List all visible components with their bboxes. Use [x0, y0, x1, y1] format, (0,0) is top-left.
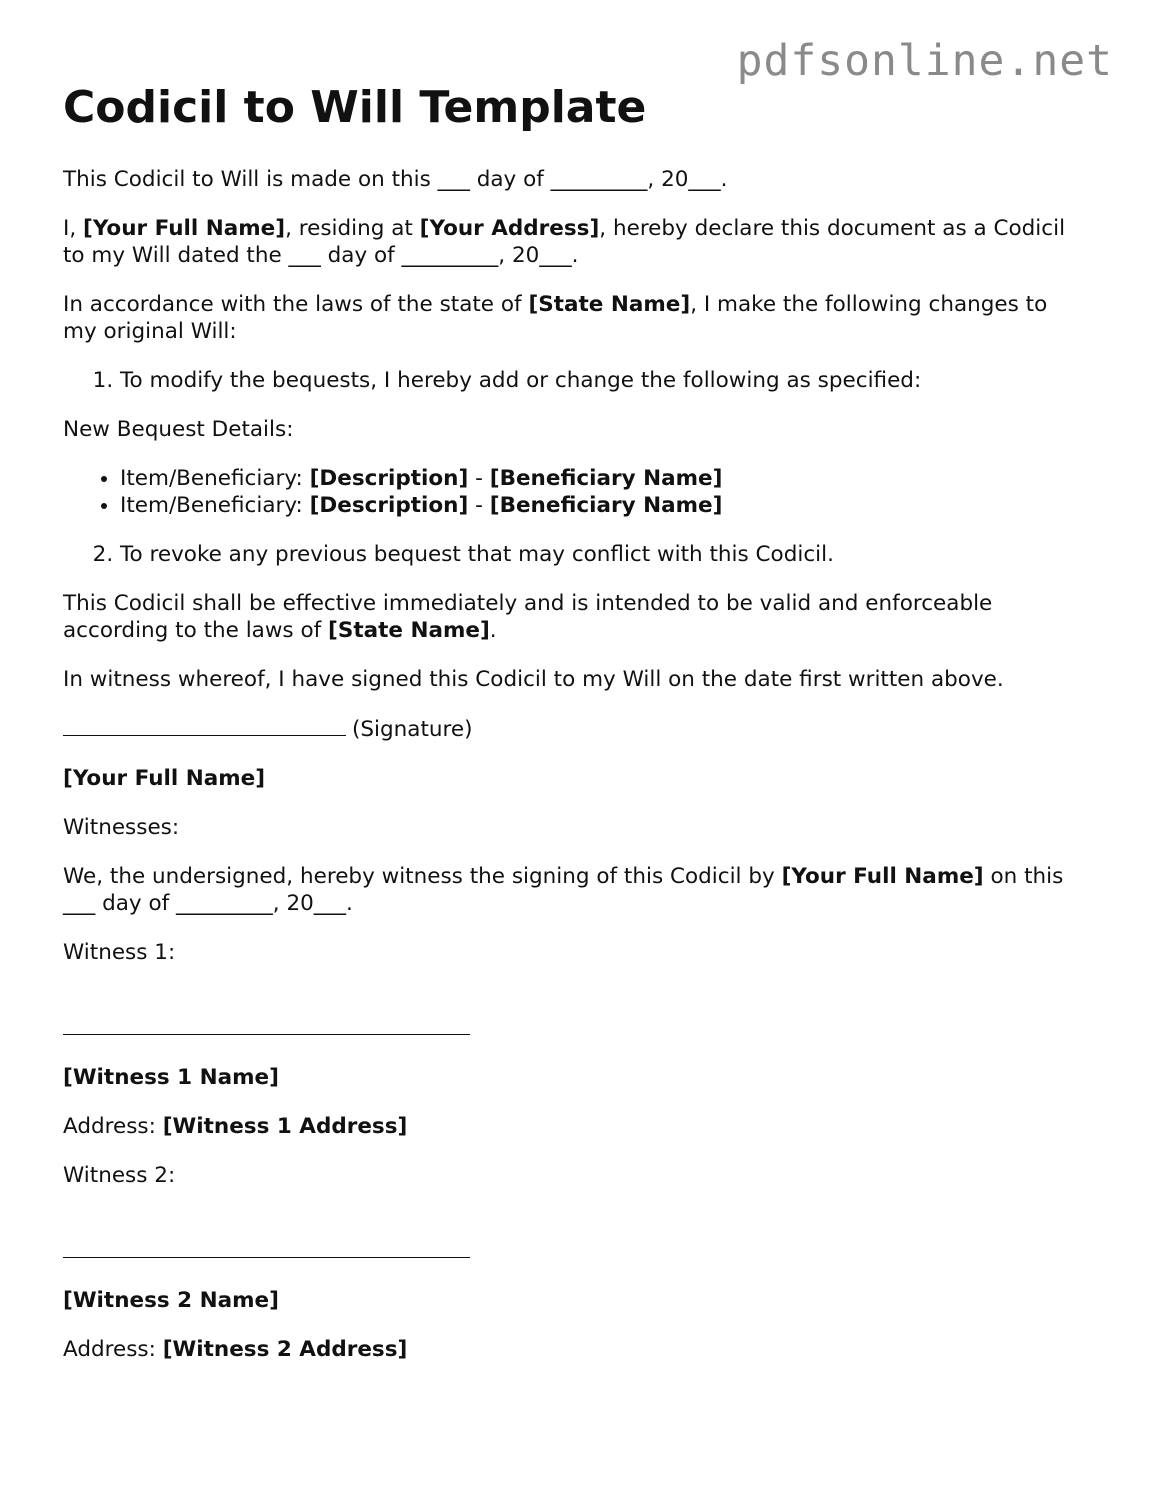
witness2-signature-line[interactable]	[63, 1237, 470, 1258]
bequest-beneficiary: [Beneficiary Name]	[489, 493, 723, 518]
declaration-address: [Your Address]	[419, 216, 600, 241]
bequest-list	[63, 465, 1083, 519]
witness2-label: Witness 2:	[63, 1163, 176, 1188]
declaration-paragraph	[63, 215, 1083, 269]
witness1-signature-row	[63, 1014, 1083, 1042]
accordance-paragraph	[63, 291, 1083, 345]
effective-state: [State Name]	[328, 618, 490, 643]
witness2-address-label: Address:	[63, 1337, 163, 1362]
accordance-post: , I make the following changes to my original Will:	[63, 292, 1048, 344]
list-item	[120, 492, 1083, 519]
signer-name-text: [Your Full Name]	[63, 766, 266, 791]
effective-paragraph	[63, 590, 1083, 644]
witness1-address-label: Address:	[63, 1114, 163, 1139]
effective-pre: This Codicil shall be effective immediately and is intended to be valid and enforceable according to the laws of	[63, 591, 993, 643]
bequest-beneficiary: [Beneficiary Name]	[489, 466, 723, 491]
bequest-description: [Description]	[309, 493, 469, 518]
undersigned-pre: We, the undersigned, hereby witness the signing of this Codicil by	[63, 864, 782, 889]
list-item	[120, 465, 1083, 492]
bequest-separator: -	[468, 493, 490, 518]
declaration-pre: I,	[63, 216, 84, 241]
witness1-address	[63, 1113, 1083, 1140]
page-title: Codicil to Will Template	[63, 82, 647, 133]
signature-line[interactable]	[63, 715, 346, 736]
list-item-revoke: 2. To revoke any previous bequest that may conflict with this Codicil.	[120, 541, 1083, 568]
undersigned-paragraph	[63, 863, 1083, 917]
declaration-name: [Your Full Name]	[83, 216, 286, 241]
witness2-signature-row	[63, 1237, 1083, 1265]
accordance-state: [State Name]	[528, 292, 691, 317]
bequest-description: [Description]	[309, 466, 469, 491]
signer-name	[63, 765, 1083, 792]
intro-paragraph: This Codicil to Will is made on this ___ day of _________, 20___.	[63, 167, 728, 192]
undersigned-post: on this ___ day of _________, 20___.	[63, 864, 1064, 916]
accordance-pre: In accordance with the laws of the state of	[63, 292, 529, 317]
witness2-name-text: [Witness 2 Name]	[63, 1288, 279, 1313]
declaration-mid: , residing at	[285, 216, 420, 241]
bequest-separator: -	[468, 466, 490, 491]
effective-post: .	[489, 618, 497, 643]
declaration-post: , hereby declare this document as a Codicil to my Will dated the ___ day of _________, 20___.	[63, 216, 1066, 268]
bequest-heading: New Bequest Details:	[63, 417, 294, 442]
witnesses-heading: Witnesses:	[63, 815, 180, 840]
bequest-label: Item/Beneficiary:	[120, 493, 310, 518]
witness-whereof-paragraph: In witness whereof, I have signed this Codicil to my Will on the date first written above.	[63, 667, 1004, 692]
watermark: pdfsonline.net	[736, 36, 1113, 86]
changes-list-1	[63, 367, 1083, 394]
signature-label: (Signature)	[352, 717, 473, 742]
changes-list-2	[63, 541, 1083, 568]
list-item-modify: 1. To modify the bequests, I hereby add or change the following as specified:	[120, 367, 1083, 394]
witness1-name-text: [Witness 1 Name]	[63, 1065, 279, 1090]
witness1-name	[63, 1064, 1083, 1091]
document-body	[63, 80, 1083, 1385]
witness1-signature-line[interactable]	[63, 1014, 470, 1035]
witness2-address	[63, 1336, 1083, 1363]
witness2-name	[63, 1287, 1083, 1314]
witness1-address-value: [Witness 1 Address]	[162, 1114, 408, 1139]
bequest-label: Item/Beneficiary:	[120, 466, 310, 491]
witness1-label: Witness 1:	[63, 940, 176, 965]
witness2-address-value: [Witness 2 Address]	[162, 1337, 408, 1362]
undersigned-name: [Your Full Name]	[781, 864, 984, 889]
signature-row	[63, 715, 1083, 743]
